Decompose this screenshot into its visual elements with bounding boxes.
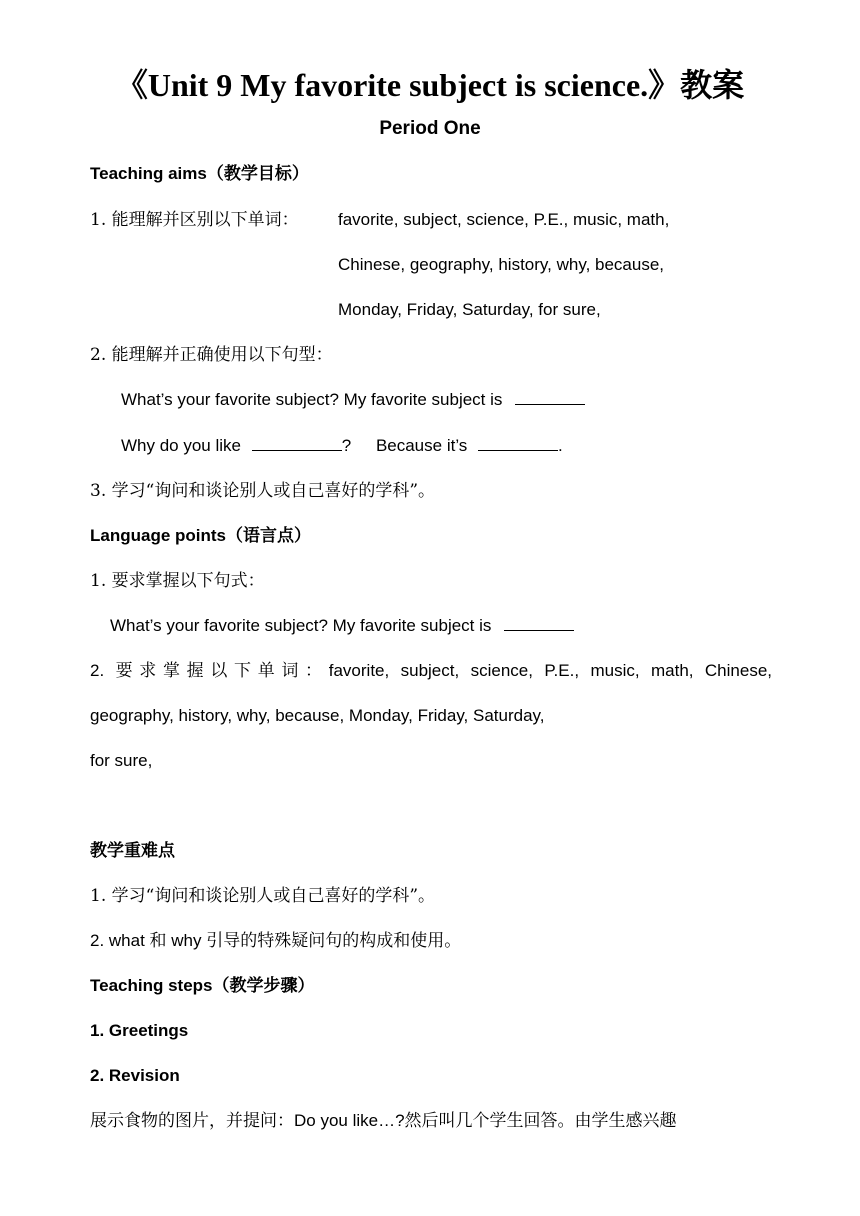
- step-1-greetings: 1. Greetings: [90, 1021, 189, 1040]
- language-point-2-line-3: for sure,: [90, 751, 153, 770]
- sentence-text: What’s your favorite subject? My favorite subject is: [121, 390, 503, 409]
- aim-2-sentence-1: [121, 388, 585, 412]
- document-title: 《Unit 9 My favorite subject is science.》教案: [115, 67, 745, 103]
- language-point-1-sentence: [110, 614, 574, 638]
- aim-1-words-line-2: Chinese, geography, history, why, because,: [338, 255, 665, 274]
- answer-blank: [252, 434, 342, 451]
- revision-text: 展示食物的图片，并提问：Do you like…?然后叫几个学生回答。由学生感兴趣: [90, 1111, 677, 1130]
- key-point-1: 1. 学习“询问和谈论别人或自己喜好的学科”。: [90, 886, 436, 906]
- period-heading: Period One: [379, 118, 481, 139]
- aim-3: 3. 学习“询问和谈论别人或自己喜好的学科”。: [90, 481, 436, 501]
- teaching-steps-heading: Teaching steps（教学步骤）: [90, 976, 315, 995]
- period-mark: .: [558, 436, 563, 455]
- sentence-text-why: Why do you like: [121, 436, 241, 455]
- sentence-text: What’s your favorite subject? My favorite subject is: [110, 616, 492, 635]
- aim-1-words-line-3: Monday, Friday, Saturday, for sure,: [338, 300, 601, 319]
- aim-2-sentence-2: [121, 434, 563, 458]
- language-point-2-line-2: geography, history, why, because, Monday, Friday, Saturday,: [90, 706, 545, 725]
- key-points-heading: 教学重难点: [90, 841, 175, 861]
- step-2-revision: 2. Revision: [90, 1066, 180, 1085]
- language-point-1-label: 1. 要求掌握以下句式：: [90, 571, 265, 591]
- key-point-2: 2. what 和 why 引导的特殊疑问句的构成和使用。: [90, 931, 462, 950]
- answer-blank: [504, 614, 574, 631]
- answer-blank: [478, 434, 558, 451]
- answer-blank: [515, 388, 585, 405]
- language-point-2-line-1: 2. 要求掌握以下单词：favorite, subject, science, P.E., music, math, Chinese,: [90, 661, 772, 680]
- language-points-heading: Language points（语言点）: [90, 526, 311, 545]
- teaching-aims-heading: Teaching aims（教学目标）: [90, 164, 309, 183]
- sentence-text-because: Because it’s: [375, 436, 468, 455]
- aim-1-words-line-1: favorite, subject, science, P.E., music, math,: [338, 210, 670, 229]
- aim-1-label: 1. 能理解并区别以下单词：: [90, 210, 299, 230]
- aim-2-label: 2. 能理解并正确使用以下句型：: [90, 345, 333, 365]
- question-mark: ?: [341, 436, 352, 455]
